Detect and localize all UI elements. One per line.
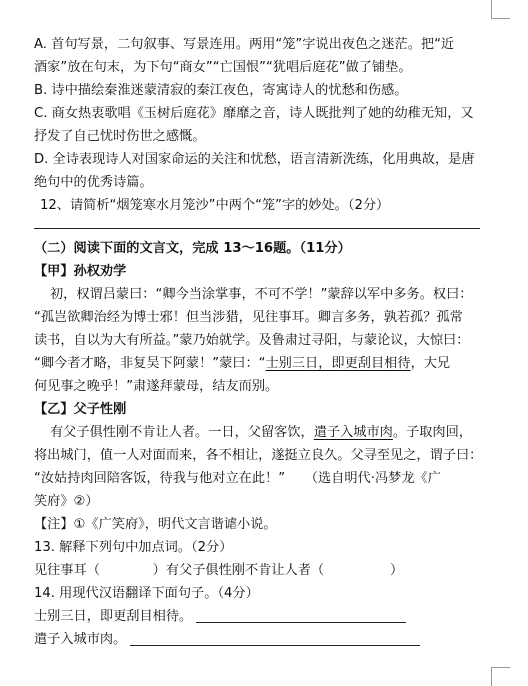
- underlined-sentence-jia: 士别三日，即更刮目相待: [265, 356, 411, 371]
- page-corner-mark-top: [491, 0, 510, 19]
- option-c-line1: C. 商女热衷歌唱《玉树后庭花》靡靡之音，诗人既批判了她的幼稚无知，又: [34, 106, 474, 121]
- question-13: 13. 解释下列句中加点词。（2分）: [34, 540, 233, 555]
- option-b: B. 诗中描绘秦淮迷蒙清寂的秦江夜色，寄寓诗人的忧愁和伤感。: [34, 83, 408, 98]
- underlined-sentence-yi: 遣子入城市肉: [313, 425, 393, 440]
- answer-line-14-1[interactable]: [196, 622, 406, 623]
- passage-jia-line5: 何见事之晚乎！”肃遂拜蒙母，结友而别。: [34, 379, 279, 394]
- option-c-line2: 抒发了自己忧时伤世之感慨。: [34, 129, 206, 144]
- translate-sentence-1: 士别三日，即更刮目相待。: [34, 609, 193, 624]
- option-a-line1: A. 首句写景，二句叙事、写景连用。两用“笼”字说出夜色之迷茫。把“近: [34, 37, 455, 52]
- answer-line-14-2[interactable]: [130, 645, 420, 646]
- passage-yi-line3: “汝姑持肉回陪客饭，待我与他对立在此！” （选自明代·冯梦龙《广: [34, 471, 441, 486]
- question-13-blanks: 见往事耳（ ）有父子俱性刚不肯让人者（ ）: [34, 563, 404, 578]
- passage-jia-line4: [34, 355, 450, 373]
- annotation-note: 【注】①《广笑府》，明代文言谐谑小说。: [34, 517, 277, 532]
- passage-yi-line1-start: 有父子俱性刚不肯让人者。一日，父留客饮，: [50, 425, 314, 440]
- passage-yi-title: 【乙】父子性刚: [34, 402, 127, 417]
- option-d-line1: D. 全诗表现诗人对国家命运的关注和忧愁，语言清新洗练，化用典故，是唐: [34, 152, 475, 167]
- question-12: 12、请简析“烟笼寒水月笼沙”中两个“笼”字的妙处。（2分）: [40, 198, 390, 213]
- passage-jia-line2: “孤岂欲卿治经为博士邪！但当涉猎，见往事耳。卿言多务，孰若孤？孤常: [34, 310, 463, 325]
- answer-line-12[interactable]: [34, 228, 480, 229]
- passage-jia-line4-end: ，大兄: [410, 356, 451, 371]
- passage-yi-line2: 将出城门，值一人对面而来，各不相让，遂挺立良久。父寻至见之，谓子曰：: [34, 448, 483, 463]
- passage-jia-title: 【甲】孙权劝学: [34, 264, 127, 279]
- option-a-line2: 酒家”放在句末，为下句“商女”“亡国恨”“犹唱后庭花”做了铺垫。: [34, 60, 412, 75]
- question-14: 14. 用现代汉语翻译下面句子。（4分）: [34, 586, 259, 601]
- translate-sentence-2: 遣子入城市肉。: [34, 632, 127, 647]
- section-heading: （二）阅读下面的文言文，完成 13～16题。（11分）: [34, 241, 351, 256]
- passage-jia-line1: 初，权谓吕蒙曰：“卿今当涂掌事，不可不学！”蒙辞以军中多务。权曰：: [50, 287, 473, 302]
- option-d-line2: 绝句中的优秀诗篇。: [34, 175, 153, 190]
- passage-yi-line1: [50, 424, 472, 442]
- passage-yi-line4: 笑府》②）: [34, 494, 99, 509]
- passage-jia-line3: 读书，自以为大有所益。”蒙乃始就学。及鲁肃过寻阳，与蒙论议，大惊曰：: [34, 333, 470, 348]
- passage-yi-line1-end: 。子取肉回，: [392, 425, 472, 440]
- passage-jia-line4-start: “卿今者才略，非复吴下阿蒙！”蒙曰：“: [34, 356, 266, 371]
- page-corner-mark-bottom: [491, 667, 510, 686]
